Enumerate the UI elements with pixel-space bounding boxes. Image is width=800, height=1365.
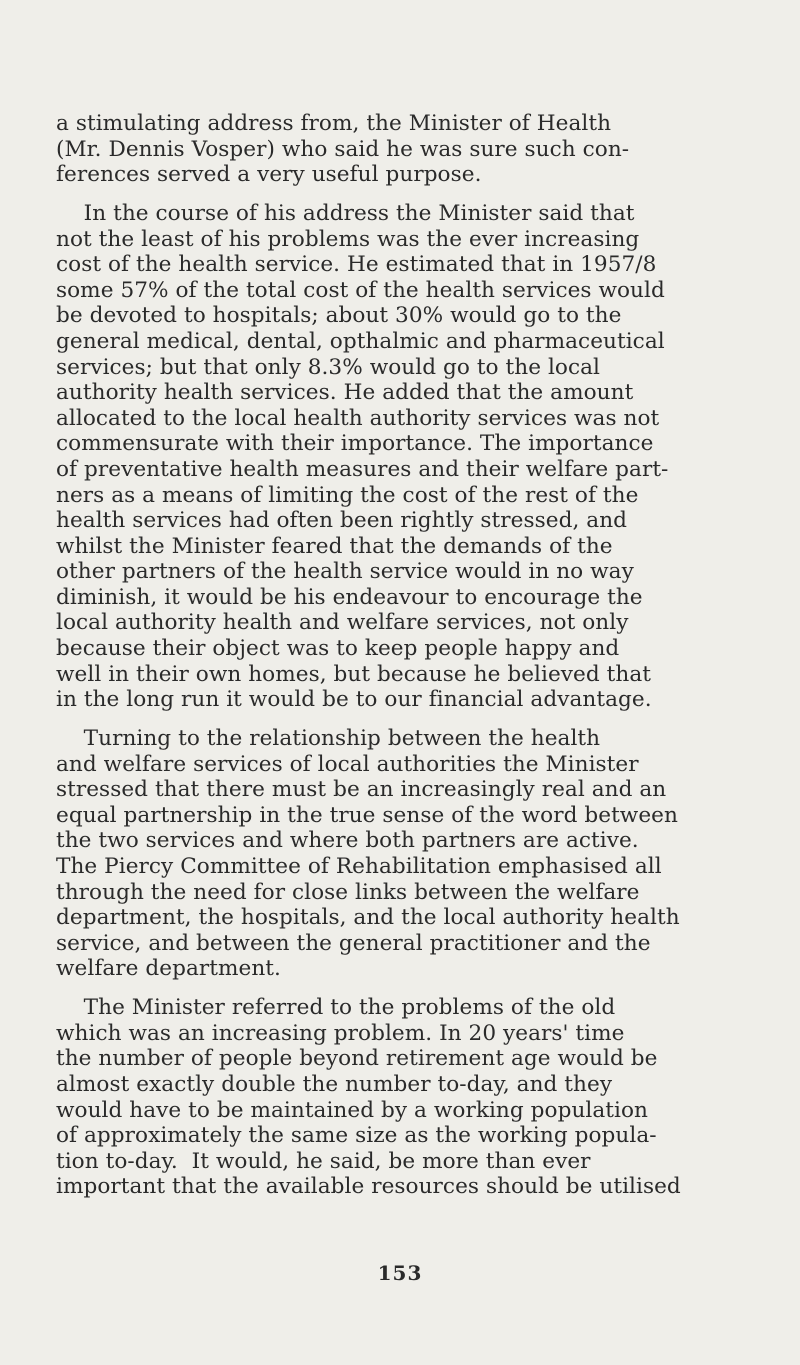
text-line: (Mr. Dennis Vosper) who said he was sure such con- [56,136,630,162]
text-line: be devoted to hospitals; about 30% would go to the [56,303,622,329]
text-line: and welfare services of local authorities the Minister [56,751,639,777]
text-line: which was an increasing problem. In 20 years' time [56,1020,625,1046]
text-line: of approximately the same size as the working popula- [56,1123,657,1149]
text-line: cost of the health service. He estimated that in 1957/8 [56,252,657,278]
body-text [56,111,747,1200]
text-line: diminish, it would be his endeavour to encourage the [56,584,643,610]
text-line: important that the available resources should be utilised [56,1174,681,1200]
text-line: The Piercy Committee of Rehabilitation emphasised all [56,854,662,879]
text-line: welfare department. [56,956,281,982]
text-line: other partners of the health service would in no way [56,559,634,585]
text-line: almost exactly double the number to-day, and they [56,1071,613,1097]
text-line: would have to be maintained by a working population [56,1097,649,1123]
text-line: in the long run it would be to our financial advantage. [56,687,652,713]
paragraph-problems-of-the-old [56,995,747,1200]
text-line: health services had often been rightly stressed, and [56,508,628,534]
paragraph-health-service-costs [56,201,747,713]
text-line: allocated to the local health authority services was not [56,405,660,431]
text-line: tion to-day. It would, he said, be more than ever [56,1148,591,1174]
text-line: stressed that there must be an increasingly real and an [56,777,667,803]
text-line: local authority health and welfare services, not only [56,610,629,636]
text-line: equal partnership in the true sense of the word between [56,802,678,828]
text-line: service, and between the general practitioner and the [56,930,651,956]
paragraph-health-welfare-partnership [56,726,747,982]
text-line: In the course of his address the Minister said that [56,200,635,226]
text-line: commensurate with their importance. The importance [56,431,654,457]
text-line: the two services and where both partners are active. [56,828,639,854]
page-number: 153 [377,1261,423,1285]
text-line: ferences served a very useful purpose. [56,162,482,188]
text-line: through the need for close links between the welfare [56,879,640,905]
text-line: Turning to the relationship between the health [56,726,601,752]
text-line: general medical, dental, opthalmic and pharmaceutical [56,328,665,354]
text-line: not the least of his problems was the ever increasing [56,226,640,252]
text-line: well in their own homes, but because he believed that [56,661,651,687]
text-line: the number of people beyond retirement age would be [56,1046,658,1072]
text-line: authority health services. He added that the amount [56,380,634,406]
text-line: a stimulating address from, the Minister of Health [56,111,612,136]
text-line: because their object was to keep people happy and [56,636,620,662]
text-line: some 57% of the total cost of the health services would [56,277,665,303]
text-line: of preventative health measures and their welfare part- [56,456,669,482]
text-line: ners as a means of limiting the cost of the rest of the [56,482,639,508]
text-line: The Minister referred to the problems of the old [56,995,616,1021]
text-line: department, the hospitals, and the local authority health [56,905,680,931]
text-line: whilst the Minister feared that the demands of the [56,533,613,559]
text-line: services; but that only 8.3% would go to the local [56,354,600,380]
paragraph-conference-address [56,111,747,188]
